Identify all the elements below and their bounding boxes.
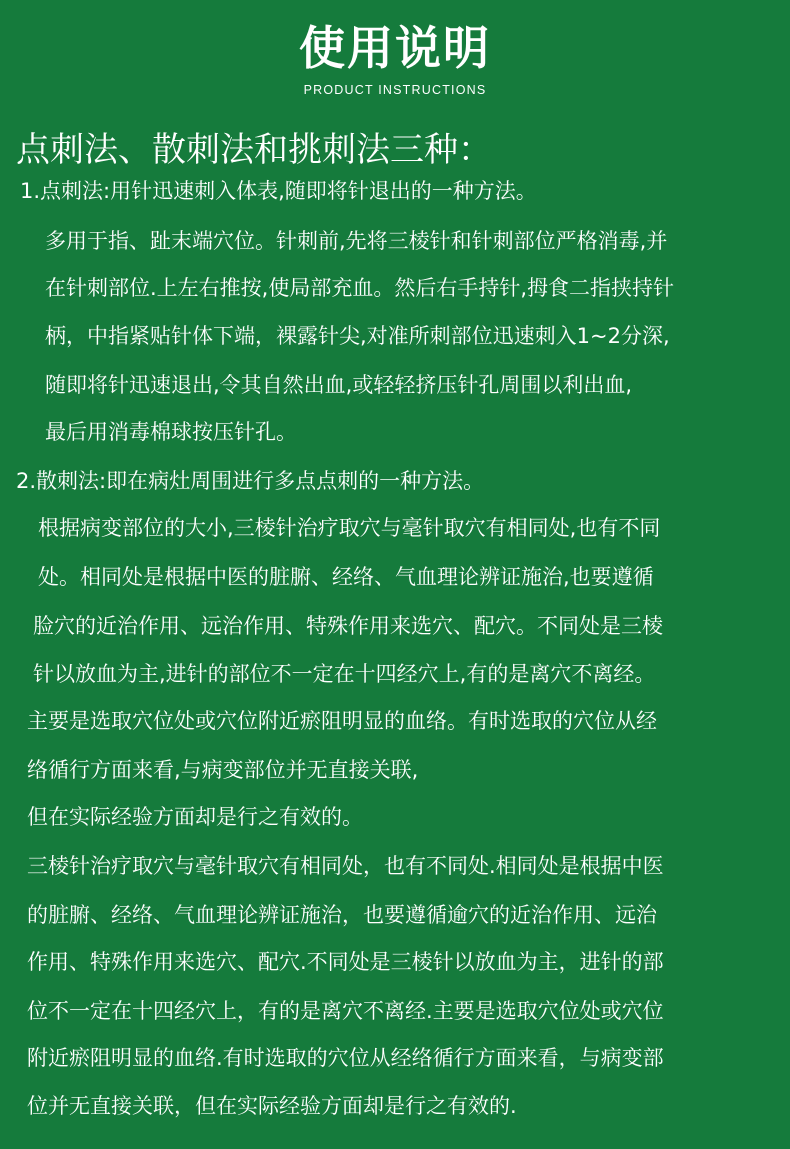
text-line: 附近瘀阻明显的血络.有时选取的穴位从经络循行方面来看，与病变部 [27, 1046, 664, 1070]
text-line: 作用、特殊作用来选穴、配穴.不同处是三棱针以放血为主，进针的部 [27, 950, 664, 974]
text-line: 根据病变部位的大小,三棱针治疗取穴与毫针取穴有相同处,也有不同 [38, 516, 661, 540]
text-line: 2.散刺法:即在病灶周围进行多点点刺的一种方法。 [16, 469, 485, 493]
page-subtitle: PRODUCT INSTRUCTIONS [303, 83, 487, 97]
page-header [0, 18, 790, 98]
text-line: 处。相同处是根据中医的脏腑、经络、气血理论辨证施治,也要遵循 [38, 565, 654, 589]
section-heading: 点刺法、散刺法和挑刺法三种： [16, 130, 492, 170]
text-line: 在针刺部位.上左右推按,使局部充血。然后右手持针,拇食二指挟持针 [45, 276, 675, 300]
text-line: 主要是选取穴位处或穴位附近瘀阻明显的血络。有时选取的穴位从经 [27, 709, 657, 733]
text-line: 柄，中指紧贴针体下端，裸露针尖,对准所刺部位迅速刺入1~2分深, [45, 324, 670, 348]
page-title: 使用说明 [299, 21, 491, 75]
text-line: 针以放血为主,进针的部位不一定在十四经穴上,有的是离穴不离经。 [33, 662, 656, 686]
text-line: 最后用消毒棉球按压针孔。 [45, 420, 297, 444]
text-line: 络循行方面来看,与病变部位并无直接关联, [27, 758, 419, 782]
text-line: 三棱针治疗取穴与毫针取穴有相同处，也有不同处.相同处是根据中医 [27, 854, 664, 878]
text-line: 随即将针迅速退出,令其自然出血,或轻轻挤压针孔周围以利出血, [45, 373, 633, 397]
text-line: 但在实际经验方面却是行之有效的。 [27, 805, 363, 829]
text-line: 脸穴的近治作用、远治作用、特殊作用来选穴、配穴。不同处是三棱 [33, 614, 663, 638]
text-line: 的脏腑、经络、气血理论辨证施治，也要遵循逾穴的近治作用、远治 [27, 903, 657, 927]
text-line: 位不一定在十四经穴上，有的是离穴不离经.主要是选取穴位处或穴位 [27, 999, 664, 1023]
text-line: 位并无直接关联，但在实际经验方面却是行之有效的. [27, 1094, 517, 1118]
text-line: 1.点刺法:用针迅速刺入体表,随即将针退出的一种方法。 [20, 179, 537, 203]
text-line: 多用于指、趾末端穴位。针刺前,先将三棱针和针刺部位严格消毒,并 [45, 229, 668, 253]
